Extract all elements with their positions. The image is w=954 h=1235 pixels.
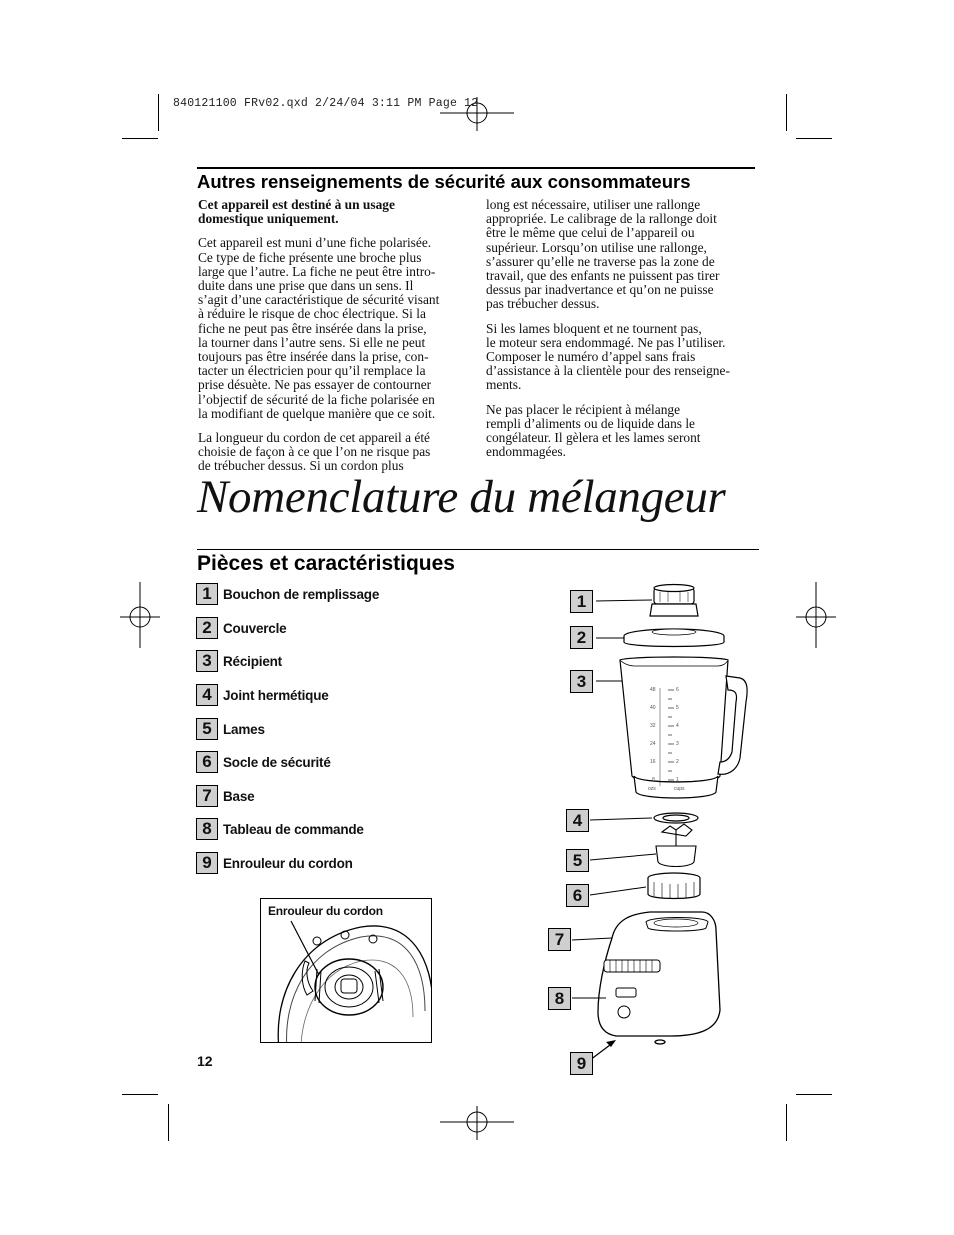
part-number: 7 [196, 785, 218, 807]
part-item [196, 649, 282, 673]
part-label: Socle de sécurité [223, 754, 331, 770]
text-line: ments. [486, 377, 522, 393]
callout-2: 2 [570, 626, 593, 649]
scale-cup-unit: cups [674, 786, 685, 792]
section-rule [197, 549, 759, 550]
text-line: Si les lames bloquent et ne tournent pas, [486, 320, 702, 336]
registration-mark-bottom [440, 1104, 516, 1144]
part-item [196, 750, 331, 774]
parts-heading: Pièces et caractéristiques [197, 552, 455, 575]
part-label: Récipient [223, 653, 282, 669]
part-label: Enrouleur du cordon [223, 855, 353, 871]
text-line: toujours pas être insérée dans la prise, con- [198, 349, 429, 365]
text-line: Cet appareil est destiné à un usage [198, 197, 395, 212]
scale-cup-2: 2 [676, 759, 679, 765]
callout-7: 7 [548, 928, 571, 951]
scale-oz-8: 8 [652, 777, 655, 783]
scale-cup-4: 4 [676, 723, 679, 729]
scale-cup-5: 5 [676, 705, 679, 711]
text-line: large que l’autre. La fiche ne peut être intro- [198, 263, 436, 279]
scale-cup-6: 6 [676, 687, 679, 693]
part-number: 9 [196, 852, 218, 874]
crop-mark [122, 138, 158, 139]
crop-mark [796, 138, 832, 139]
file-slug: 840121100 FRv02.qxd 2/24/04 3:11 PM Page 12 [173, 97, 479, 110]
scale-cup-1: 1 [676, 777, 679, 783]
text-line: d’assistance à la clientèle pour des renseigne- [486, 363, 730, 379]
scale-oz-24: 24 [650, 741, 656, 747]
part-label: Couvercle [223, 620, 287, 636]
part-number: 4 [196, 684, 218, 706]
scale-oz-unit: ozs [648, 786, 656, 792]
crop-mark [786, 1104, 787, 1141]
safety-left-column [198, 198, 468, 484]
crop-mark [796, 1094, 832, 1095]
callout-4: 4 [566, 809, 589, 832]
part-item [196, 683, 329, 707]
text-line: duite dans une prise que dans un sens. Il [198, 278, 414, 294]
text-line: la modifiant de quelque manière que ce soit. [198, 405, 436, 421]
scale-oz-32: 32 [650, 723, 656, 729]
safety-right-column [486, 198, 758, 469]
part-number: 6 [196, 751, 218, 773]
text-line: La longueur du cordon de cet appareil a été [198, 430, 430, 446]
text-line: prise désuète. Ne pas essayer de contourner [198, 377, 432, 393]
registration-mark-right [794, 580, 838, 650]
part-item [196, 582, 379, 606]
part-item [196, 784, 254, 808]
text-line: rempli d’aliments ou de liquide dans le [486, 415, 695, 431]
safety-heading: Autres renseignements de sécurité aux consommateurs [197, 171, 691, 192]
scale-oz-48: 48 [650, 687, 656, 693]
part-number: 3 [196, 650, 218, 672]
part-item [196, 817, 364, 841]
registration-mark-left [118, 580, 162, 650]
text-line: l’objectif de sécurité de la fiche polarisée en [198, 391, 435, 407]
part-label: Bouchon de remplissage [223, 586, 380, 602]
text-line: pas trébucher dessus. [486, 296, 600, 312]
text-line: Composer le numéro d’appel sans frais [486, 349, 696, 365]
text-line: s’assurer qu’elle ne traverse pas la zone de [486, 253, 715, 269]
cord-wrap-inset [260, 898, 432, 1043]
part-label: Joint hermétique [223, 687, 329, 703]
callout-3: 3 [570, 670, 593, 693]
scale-oz-40: 40 [650, 705, 656, 711]
callout-5: 5 [566, 849, 589, 872]
callout-6: 6 [566, 884, 589, 907]
section-rule [197, 167, 755, 169]
text-line: appropriée. Le calibrage de la rallonge doit [486, 211, 717, 227]
text-line: Cet appareil est muni d’une fiche polarisée. [198, 235, 432, 251]
part-item [196, 851, 353, 875]
part-label: Base [223, 788, 255, 804]
page-title: Nomenclature du mélangeur [197, 471, 726, 523]
inset-label: Enrouleur du cordon [268, 904, 383, 918]
text-line: la tourner dans l’autre sens. Si elle ne peut [198, 334, 426, 350]
text-line: travail, que des enfants ne puissent pas tirer [486, 268, 720, 284]
text-line: choisie de façon à ce que l’on ne risque pas [198, 444, 431, 460]
text-line: dessus par inadvertance et qu’on ne puisse [486, 282, 714, 298]
part-label: Lames [223, 721, 265, 737]
scale-oz-16: 16 [650, 759, 656, 765]
part-item [196, 717, 265, 741]
part-number: 8 [196, 818, 218, 840]
text-line: domestique uniquement. [198, 211, 339, 227]
part-item [196, 616, 286, 640]
crop-mark [786, 94, 787, 131]
text-line: long est nécessaire, utiliser une rallonge [486, 197, 701, 212]
part-label: Tableau de commande [223, 821, 364, 837]
crop-mark [158, 94, 159, 131]
part-number: 1 [196, 583, 218, 605]
crop-mark [122, 1094, 158, 1095]
callout-8: 8 [548, 987, 571, 1010]
part-number: 5 [196, 718, 218, 740]
text-line: de trébucher dessus. Si un cordon plus [198, 458, 404, 474]
text-line: tacter un électricien pour qu’il remplace la [198, 363, 426, 379]
text-line: Ne pas placer le récipient à mélange [486, 401, 681, 417]
text-line: le moteur sera endommagé. Ne pas l’utiliser. [486, 334, 726, 350]
scale-cup-3: 3 [676, 741, 679, 747]
text-line: fiche ne peut pas être insérée dans la prise, [198, 320, 427, 336]
callout-9: 9 [570, 1052, 593, 1075]
text-line: congélateur. Il gèlera et les lames seront [486, 430, 701, 446]
crop-mark [168, 1104, 169, 1141]
text-line: Ce type de fiche présente une broche plus [198, 249, 422, 265]
text-line: être le même que celui de l’appareil ou [486, 225, 695, 241]
page-number: 12 [197, 1053, 213, 1069]
text-line: s’agit d’une caractéristique de sécurité visant [198, 292, 440, 308]
part-number: 2 [196, 617, 218, 639]
cord-wrap-illustration [261, 899, 432, 1043]
callout-1: 1 [570, 590, 593, 613]
text-line: endommagées. [486, 444, 566, 460]
text-line: supérieur. Lorsqu’on utilise une rallonge, [486, 239, 707, 255]
text-line: à réduire le risque de choc électrique. Si la [198, 306, 426, 322]
